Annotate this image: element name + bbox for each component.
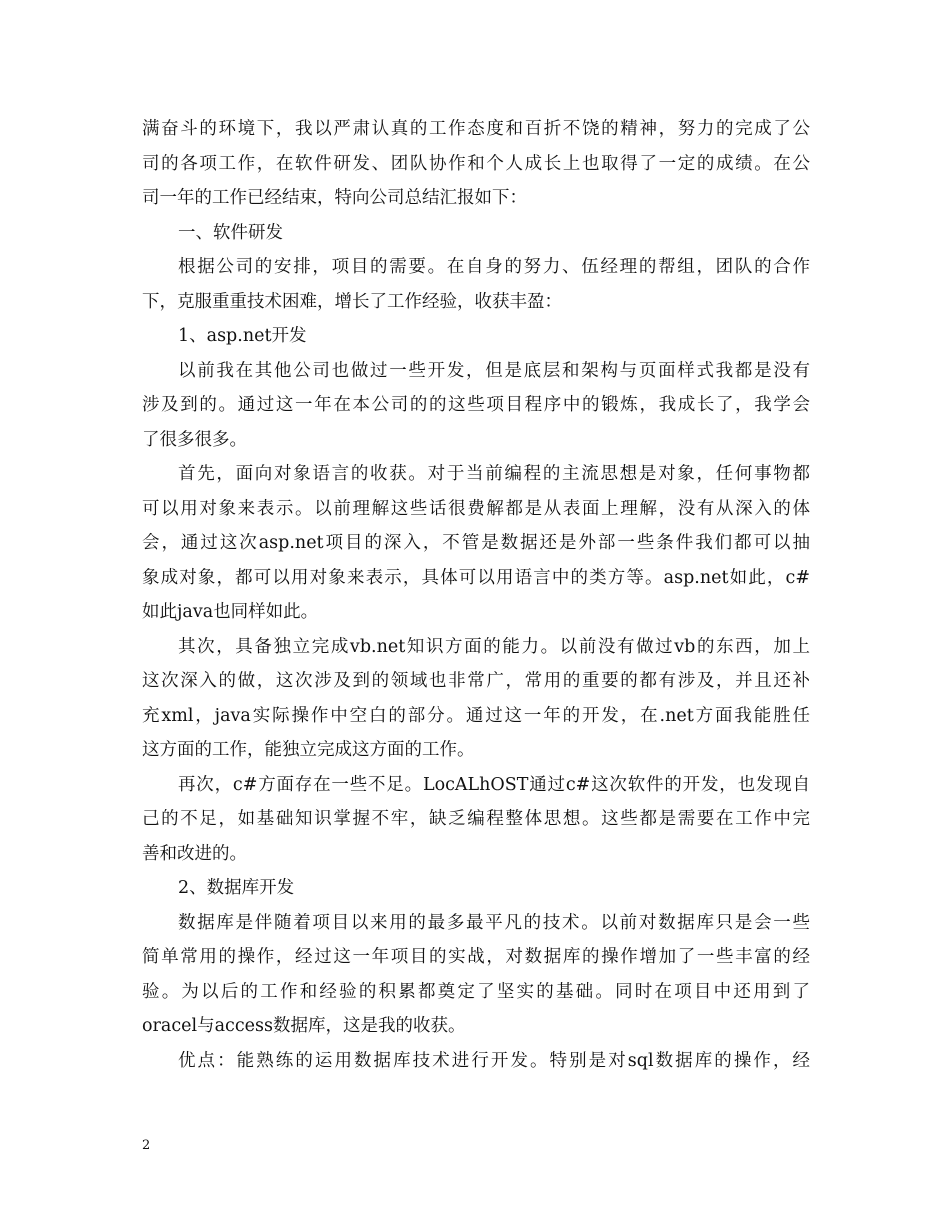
text-line: 验。为以后的工作和经验的积累都奠定了坚实的基础。同时在项目中还用到了 [142, 981, 810, 1002]
text-line: 涉及到的。通过这一年在本公司的的这些项目程序中的锻炼，我成长了，我学会 [142, 395, 810, 415]
text-line: 象成对象，都可以用对象来表示，具体可以用语言中的类方等。asp.net如此，c# [142, 567, 810, 588]
text-line: 首先，面向对象语言的收获。对于当前编程的主流思想是对象，任何事物都 [178, 464, 810, 484]
text-line: 充xml，java实际操作中空白的部分。通过这一年的开发，在.net方面我能胜任 [142, 705, 810, 726]
text-line: 根据公司的安排，项目的需要。在自身的努力、伍经理的帮组，团队的合作 [178, 257, 810, 277]
text-line: oracel与access数据库，这是我的收获。 [142, 1016, 466, 1036]
text-line: 会，通过这次asp.net项目的深入，不管是数据还是外部一些条件我们都可以抽 [142, 533, 810, 553]
text-line: 司一年的工作已经结束，特向公司总结汇报如下： [142, 188, 527, 208]
page-number: 2 [142, 1138, 151, 1153]
text-line: 司的各项工作，在软件研发、团队协作和个人成长上也取得了一定的成绩。在公 [142, 153, 810, 174]
text-line: 2、数据库开发 [178, 878, 295, 898]
text-line: 己的不足，如基础知识掌握不牢，缺乏编程整体思想。这些都是需要在工作中完 [142, 809, 810, 829]
text-line: 简单常用的操作，经过这一年项目的实战，对数据库的操作增加了一些丰富的经 [142, 947, 810, 967]
text-line: 以前我在其他公司也做过一些开发，但是底层和架构与页面样式我都是没有 [178, 360, 810, 381]
text-line: 优点：能熟练的运用数据库技术进行开发。特别是对sql数据库的操作，经 [178, 1050, 810, 1071]
text-line: 可以用对象来表示。以前理解这些话很费解都是从表面上理解，没有从深入的体 [142, 498, 810, 519]
document-body [142, 112, 810, 1078]
text-line: 满奋斗的环境下，我以严肃认真的工作态度和百折不饶的精神，努力的完成了公 [142, 119, 810, 139]
text-line: 如此java也同样如此。 [142, 602, 319, 622]
text-line: 数据库是伴随着项目以来用的最多最平凡的技术。以前对数据库只是会一些 [178, 912, 810, 933]
text-line: 再次，c#方面存在一些不足。LocALhOST通过c#这次软件的开发，也发现自 [178, 774, 810, 795]
text-line: 这次深入的做，这次涉及到的领域也非常广，常用的重要的都有涉及，并且还补 [142, 671, 810, 691]
text-line: 善和改进的。 [142, 843, 247, 864]
text-line: 1、asp.net开发 [178, 326, 307, 346]
text-line: 一、软件研发 [178, 222, 283, 243]
text-line: 其次，具备独立完成vb.net知识方面的能力。以前没有做过vb的东西，加上 [178, 636, 810, 657]
text-line: 了很多很多。 [142, 429, 247, 450]
text-line: 下，克服重重技术困难，增长了工作经验，收获丰盈： [142, 291, 562, 312]
text-line: 这方面的工作，能独立完成这方面的工作。 [142, 740, 475, 760]
